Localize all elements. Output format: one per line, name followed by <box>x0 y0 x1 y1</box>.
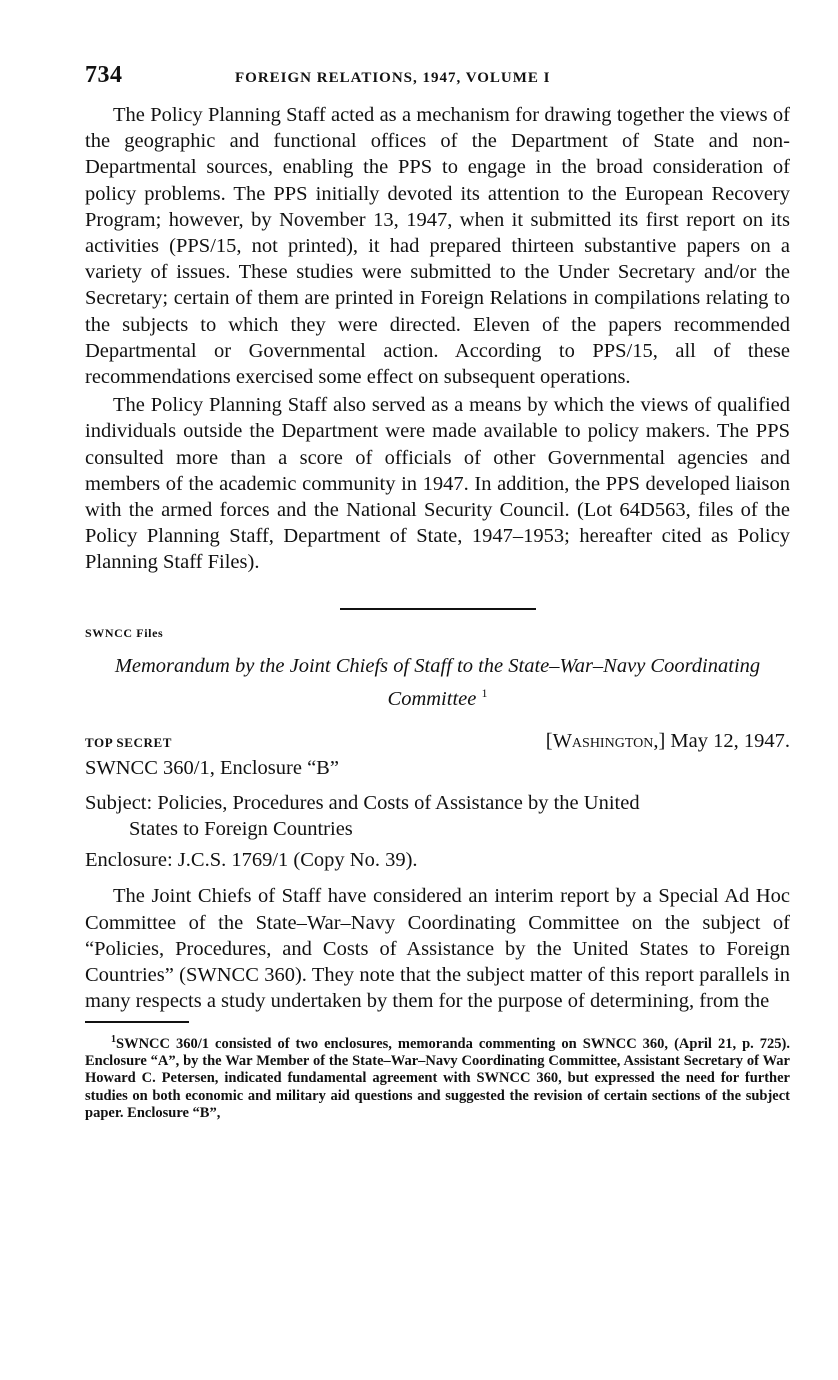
intro-paragraph-2: The Policy Planning Staff also served as a means by which the views of qualified individuals outside the Department were made available to policy makers. The PPS consulted more than a score of officials of other Governmental agencies and members of the academic community in 1947. In addition, the PPS developed liaison with the armed forces and the National Security Council. (Lot 64D563, files of the Policy Planning Staff, Department of State, 1947–1953; hereafter cited as Policy Planning Staff Files). <box>85 394 790 574</box>
enclosure-line <box>85 847 790 873</box>
classification-row <box>85 730 790 753</box>
subject-text-1: Policies, Procedures and Costs of Assistance by the United <box>157 792 640 815</box>
intro-paragraph-1: The Policy Planning Staff acted as a mechanism for drawing together the views of the geographic and functional offices of the Department of State and non-Departmental sources, enabling the PPS to engage in the broad consideration of policy problems. The PPS initially devoted its attention to the European Recovery Program; however, by November 13, 1947, when it submitted its first report on its activities (PPS/15, not printed), it had prepared thirteen substantive papers on a variety of issues. These studies were submitted to the Under Secretary and/or the Secretary; certain of them are printed in Foreign Relations in compilations relating to the subjects to which they were directed. Eleven of the papers recommended Departmental or Governmental action. According to PPS/15, all of these recommendations exercised some effect on subsequent operations. <box>85 104 790 389</box>
dateline-date: May 12, 1947. <box>670 730 790 753</box>
document-reference: SWNCC 360/1, Enclosure “B” <box>85 757 339 780</box>
document-title-text: Memorandum by the Joint Chiefs of Staff to the State–War–Navy Coordinating Committee <box>114 654 761 710</box>
footnote-mark: 1 <box>111 1033 116 1045</box>
enclosure-label: Enclosure: <box>85 849 173 872</box>
dateline-place: [Washington,] <box>545 730 666 753</box>
memorandum-body: The Joint Chiefs of Staff have considered an interim report by a Special Ad Hoc Committee of the State–War–Navy Coordinating Committee on the subject of “Policies, Procedures, and Costs of Assistance by the United States to Foreign Countries” (SWNCC 360). They note that the subject matter of this report parallels in many respects a study undertaken by them for the purpose of determining, from the <box>85 885 790 1013</box>
file-label: SWNCC Files <box>85 625 164 640</box>
classification: TOP SECRET <box>85 735 173 751</box>
footnote <box>85 1031 790 1123</box>
enclosure-text: J.C.S. 1769/1 (Copy No. 39). <box>177 849 418 872</box>
subject-line <box>85 790 790 842</box>
page <box>85 62 790 1123</box>
section-divider <box>340 608 536 610</box>
subject-label: Subject: <box>85 792 153 815</box>
subject-text-2: States to Foreign Countries <box>129 818 353 841</box>
page-number: 734 <box>85 62 123 88</box>
footnote-reference[interactable]: 1 <box>481 685 488 700</box>
footnote-text: SWNCC 360/1 consisted of two enclosures, memoranda commenting on SWNCC 360, (April 21, p. 725). Enclosure “A”, by the War Member of the State–War–Navy Coordinating Committee, Assistant Secretary of War Howard C. Petersen, indicated fundamental agreement with SWNCC 360, but expressed the need for further studies on both economic and military aid questions and suggested the revision of certain sections of the subject paper. Enclosure “B”, <box>85 1035 790 1122</box>
dateline <box>546 730 790 753</box>
running-head <box>85 62 790 102</box>
running-title: FOREIGN RELATIONS, 1947, VOLUME I <box>235 70 551 86</box>
footnote-divider <box>85 1021 189 1023</box>
document-title <box>85 653 790 713</box>
